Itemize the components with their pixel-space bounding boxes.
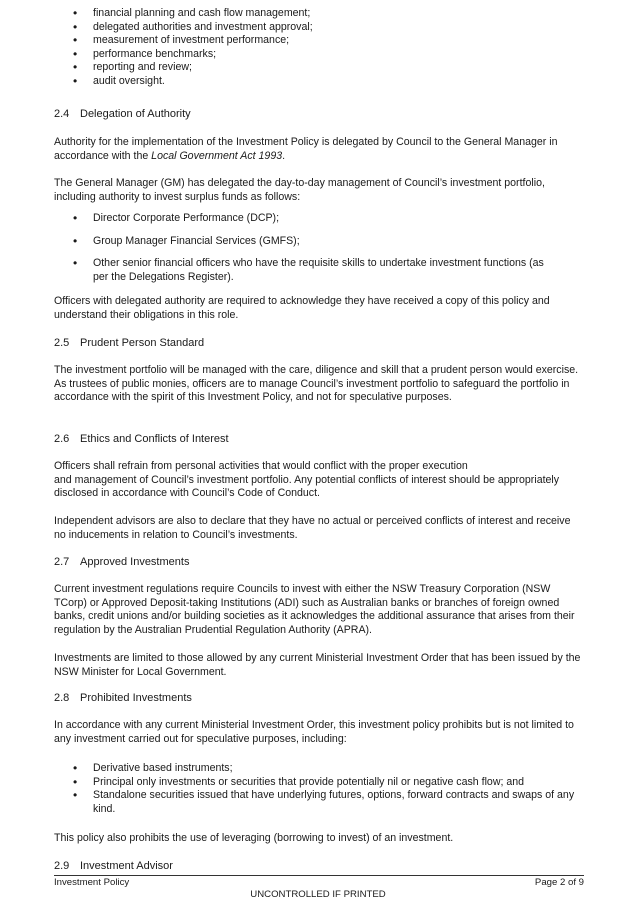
section-heading-2-6 — [54, 433, 229, 447]
act-reference: Local Government Act 1993 — [151, 149, 283, 162]
section-heading-2-5 — [54, 337, 204, 351]
paragraph: The General Manager (GM) has delegated the day-to-day management of Council’s investment portfolio, including authority to invest surplus funds as follows: — [54, 177, 545, 203]
prohibited-list — [54, 762, 584, 816]
section-title: Delegation of Authority — [80, 108, 191, 120]
footer-notice: UNCONTROLLED IF PRINTED — [250, 889, 386, 900]
paragraph-text: Authority for the implementation of the Investment Policy is delegated by Council to the General Manager in accordance with the — [54, 136, 558, 162]
section-title: Prudent Person Standard — [80, 337, 205, 349]
section-heading-2-8 — [54, 692, 192, 706]
list-item: • Derivative based instruments; — [54, 762, 584, 776]
section-heading-2-9 — [54, 860, 173, 874]
paragraph: Current investment regulations require Councils to invest with either the NSW Treasury Corporation (NSW TCorp) or Approved Deposit-taking Institutions (ADI) such as Australian banks or branches of foreign owned banks, credit unions and/or building societies as it acknowledges the additional assurance that arises from their regulation by the Australian Prudential Regulation Authority (APRA). — [54, 583, 575, 636]
paragraph: In accordance with any current Ministerial Investment Order, this investment policy prohibits but is not limited to any investment carried out for speculative purposes, including: — [54, 719, 574, 745]
list-item: • measurement of investment performance; — [54, 34, 584, 48]
footer-page-number: Page 2 of 9 — [534, 877, 584, 888]
paragraph — [54, 136, 584, 163]
list-item: • Standalone securities issued that have underlying futures, options, forward contracts and swaps of any kind. — [54, 789, 584, 816]
section-number: 2.9 — [54, 860, 70, 872]
footer-divider — [54, 875, 584, 876]
section-number: 2.5 — [54, 337, 70, 349]
paragraph-text: Officers shall refrain from personal activities that would conflict with the proper execution — [54, 460, 468, 472]
paragraph: The investment portfolio will be managed with the care, diligence and skill that a prudent person would exercise. As trustees of public monies, officers are to manage Council’s investment portfolio to safeguard the portfolio in accordance with the spirit of this Investment Policy, and not for speculative purposes. — [54, 364, 579, 404]
paragraph: Independent advisors are also to declare that they have no actual or perceived conflicts of interest and receive no inducements in relation to Council’s investments. — [54, 515, 571, 541]
paragraph — [54, 460, 584, 501]
paragraph: Officers with delegated authority are required to acknowledge they have received a copy of this policy and understand their obligations in this role. — [54, 295, 550, 321]
list-item: • financial planning and cash flow management; — [54, 7, 584, 21]
list-item: • performance benchmarks; — [54, 48, 584, 62]
section-title: Prohibited Investments — [80, 692, 192, 704]
delegation-list — [54, 212, 584, 284]
list-item: • reporting and review; — [54, 61, 584, 75]
section-number: 2.6 — [54, 433, 70, 445]
section-number: 2.8 — [54, 692, 70, 704]
list-item: • Director Corporate Performance (DCP); — [54, 212, 584, 226]
paragraph: This policy also prohibits the use of leveraging (borrowing to invest) of an investment. — [54, 832, 454, 844]
list-item: • Principal only investments or securities that provide potentially nil or negative cash flow; and — [54, 776, 584, 790]
section-title: Approved Investments — [80, 556, 190, 568]
section-number: 2.4 — [54, 108, 70, 120]
section-number: 2.7 — [54, 556, 70, 568]
section-title: Ethics and Conflicts of Interest — [80, 433, 229, 445]
paragraph-text: and management of Council’s investment portfolio. Any potential conflicts of interest should be appropriately disclosed in accordance with Council’s Code of Conduct. — [54, 473, 560, 500]
list-item: • Other senior financial officers who have the requisite skills to undertake investment functions (as per the Delegations Register). — [54, 257, 584, 284]
list-item: • delegated authorities and investment approval; — [54, 21, 584, 35]
list-item: • audit oversight. — [54, 75, 584, 89]
paragraph-text: . — [282, 149, 286, 162]
list-item: • Group Manager Financial Services (GMFS); — [54, 235, 584, 249]
section-title: Investment Advisor — [80, 860, 173, 872]
top-bullet-list — [54, 7, 584, 89]
section-heading-2-7 — [54, 556, 189, 570]
footer-document-title: Investment Policy — [54, 877, 130, 888]
section-heading-2-4 — [54, 108, 191, 122]
paragraph: Investments are limited to those allowed by any current Ministerial Investment Order that has been issued by the NSW Minister for Local Government. — [54, 652, 581, 678]
